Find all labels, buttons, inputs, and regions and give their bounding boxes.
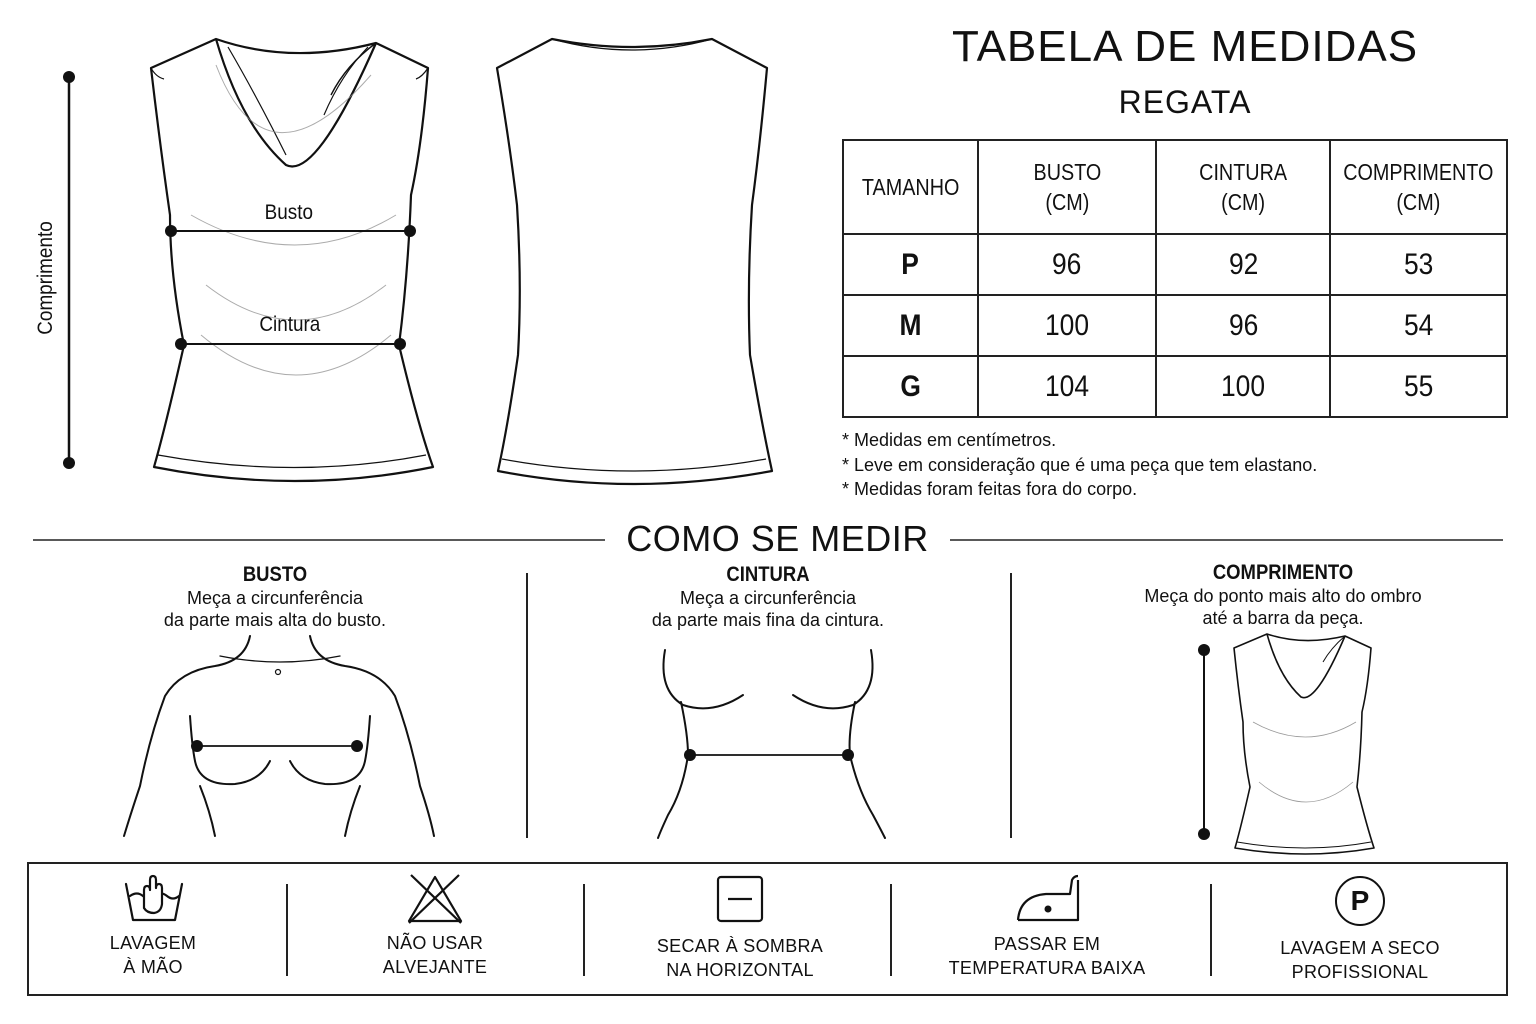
bust-cell: [978, 234, 1157, 295]
care-label-dry-clean: [1260, 936, 1460, 984]
size-table: [842, 139, 1508, 418]
bust-cell: [978, 295, 1157, 356]
description-line: Meça a circunferência: [679, 588, 857, 608]
length-measure-line-small: [1194, 640, 1214, 840]
bust-heading: BUSTO: [242, 563, 308, 586]
care-label-line: PASSAR EM: [993, 934, 1101, 954]
garment-back-drawing: [492, 35, 782, 495]
garment-front-small-drawing: [1231, 632, 1381, 862]
waist-label: Cintura: [259, 313, 321, 336]
waist-cell: [1156, 295, 1330, 356]
note-item: * Medidas foram feitas fora do corpo.: [842, 479, 1138, 499]
care-label-iron-low: [937, 932, 1157, 980]
cell-value: M: [899, 308, 922, 342]
how-to-measure-title: COMO SE MEDIR: [605, 518, 950, 560]
size-cell: [843, 234, 978, 295]
length-cell: [1330, 234, 1507, 295]
note-item: * Medidas em centímetros.: [842, 430, 1057, 450]
iron-low-icon: [1016, 874, 1082, 924]
icon-glyph: P: [1350, 885, 1370, 916]
waist-heading: CINTURA: [726, 563, 810, 586]
waist-body-drawing: [653, 640, 893, 840]
cell-value: 54: [1403, 308, 1434, 342]
care-label-line: NÃO USAR: [386, 933, 484, 953]
waist-measure-line: [173, 334, 413, 354]
column-header-label: CINTURA (CM): [1199, 159, 1288, 215]
column-header-length: [1330, 140, 1507, 234]
care-label-line: SECAR À SOMBRA: [656, 936, 824, 956]
page-title: TABELA DE MEDIDAS: [951, 22, 1419, 71]
care-divider: [583, 884, 585, 976]
column-header-size: [843, 140, 978, 234]
length-cell: [1330, 356, 1507, 417]
cell-value: 100: [1221, 369, 1266, 403]
care-divider: [286, 884, 288, 976]
page-subtitle: REGATA: [1118, 84, 1252, 120]
notes: [842, 428, 1317, 502]
care-label-dry-flat-shade: [640, 934, 840, 982]
column-header-label: COMPRIMENTO (CM): [1343, 159, 1494, 215]
column-header-label: BUSTO (CM): [1033, 159, 1101, 215]
length-cell: [1330, 295, 1507, 356]
cell-value: P: [901, 247, 920, 281]
column-divider: [526, 573, 528, 838]
care-label-line: PROFISSIONAL: [1291, 962, 1429, 982]
cell-value: 55: [1403, 369, 1434, 403]
column-header-bust: [978, 140, 1157, 234]
waist-cell: [1156, 356, 1330, 417]
care-label-line: LAVAGEM: [109, 933, 197, 953]
waist-description: [598, 587, 938, 631]
care-label-line: À MÃO: [123, 957, 183, 977]
care-label-line: NA HORIZONTAL: [666, 960, 814, 980]
cell-value: 96: [1228, 308, 1259, 342]
size-cell: [843, 356, 978, 417]
bust-cell: [978, 356, 1157, 417]
cell-value: 53: [1403, 247, 1434, 281]
description-line: Meça do ponto mais alto do ombro: [1144, 586, 1422, 606]
cell-value: 104: [1044, 369, 1090, 403]
professional-dry-clean-icon: [1335, 876, 1385, 926]
care-divider: [1210, 884, 1212, 976]
description-line: Meça a circunferência: [186, 588, 364, 608]
care-divider: [890, 884, 892, 976]
care-label-hand-wash: [78, 931, 228, 979]
bust-measure-line-body: [189, 736, 369, 756]
description-line: até a barra da peça.: [1202, 608, 1364, 628]
note-item: * Leve em consideração que é uma peça que tem elastano.: [842, 454, 1318, 475]
cell-value: G: [900, 369, 921, 403]
care-label-line: LAVAGEM A SECO: [1280, 938, 1440, 958]
no-bleach-icon: [405, 873, 465, 925]
waist-cell: [1156, 234, 1330, 295]
table-row: [843, 295, 1507, 356]
length-label: Comprimento: [34, 221, 57, 335]
care-label-no-bleach: [360, 931, 510, 979]
bust-label: Busto: [264, 201, 314, 224]
column-header-waist: [1156, 140, 1330, 234]
table-row: [843, 356, 1507, 417]
cell-value: 92: [1228, 247, 1259, 281]
column-divider: [1010, 573, 1012, 838]
waist-measure-line-body: [682, 745, 862, 765]
cell-value: 96: [1052, 247, 1082, 281]
table-row: [843, 234, 1507, 295]
column-header-label: TAMANHO: [861, 174, 960, 200]
bust-description: [105, 587, 445, 631]
care-label-line: TEMPERATURA BAIXA: [948, 958, 1146, 978]
table-header-row: [843, 140, 1507, 234]
dry-flat-shade-icon: [715, 874, 765, 924]
length-heading: COMPRIMENTO: [1212, 561, 1354, 584]
description-line: da parte mais alta do busto.: [163, 610, 387, 630]
description-line: da parte mais fina da cintura.: [651, 610, 885, 630]
care-label-line: ALVEJANTE: [382, 957, 488, 977]
hand-wash-icon: [124, 874, 184, 924]
length-measure-line: [59, 68, 79, 468]
length-description: [1103, 585, 1463, 629]
size-cell: [843, 295, 978, 356]
garment-front-drawing: [146, 35, 446, 495]
cell-value: 100: [1044, 308, 1090, 342]
